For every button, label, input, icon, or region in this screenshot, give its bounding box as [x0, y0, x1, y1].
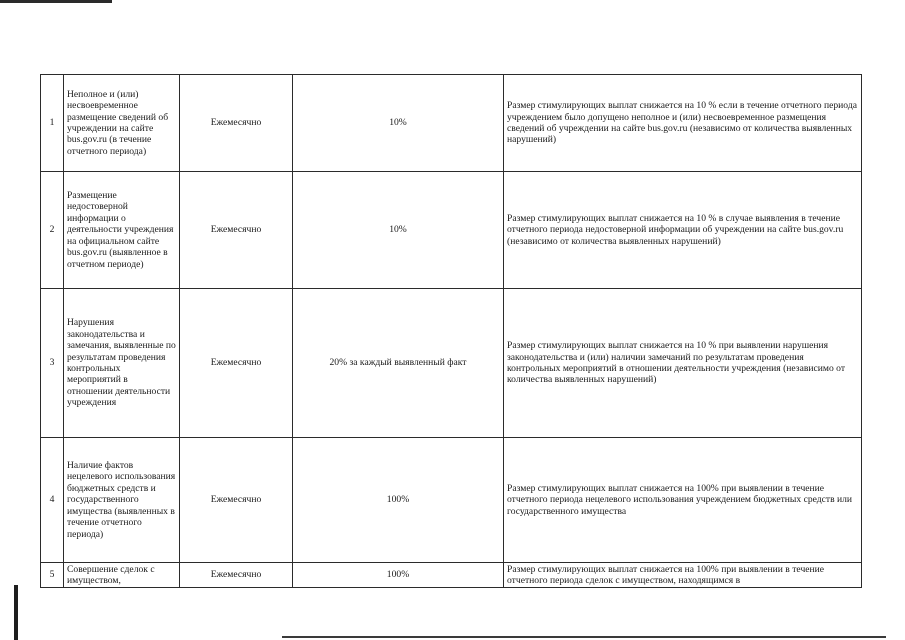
reduction-amount-cell: 100%: [293, 438, 504, 563]
reduction-amount-cell: 10%: [293, 75, 504, 172]
description-text: Размер стимулирующих выплат снижается на 100% при выявлении в течение отчетного периода сделок с имуществом, находящимся в: [507, 564, 825, 586]
criterion-cell: Наличие фактов нецелевого использования бюджетных средств и государственного имущества (выявленных в течение отчетного периода): [64, 438, 180, 563]
row-number: 5: [41, 563, 64, 588]
table-row: [41, 563, 862, 588]
frequency-cell: Ежемесячно: [180, 438, 293, 563]
scan-artifact-bottom: [282, 636, 886, 638]
row-number: 1: [41, 75, 64, 172]
frequency-cell: Ежемесячно: [180, 172, 293, 289]
reduction-amount-cell: 20% за каждый выявленный факт: [293, 289, 504, 438]
description-cell: Размер стимулирующих выплат снижается на 100% при выявлении в течение отчетного периода нецелевого использования учреждением бюджетных средств или государственного имущества: [504, 438, 862, 563]
frequency-cell: Ежемесячно: [180, 289, 293, 438]
table-row: [41, 75, 862, 172]
description-cell: [504, 563, 862, 588]
table-row: [41, 438, 862, 563]
table-row: [41, 289, 862, 438]
penalty-criteria-table: [40, 74, 862, 588]
reduction-amount-cell: 100%: [293, 563, 504, 588]
scan-artifact-top: [0, 0, 112, 3]
row-number: 4: [41, 438, 64, 563]
criterion-cell: [64, 563, 180, 588]
row-number: 2: [41, 172, 64, 289]
table-row: [41, 172, 862, 289]
description-cell: Размер стимулирующих выплат снижается на 10 % при выявлении нарушения законодательства и (или) наличии замечаний по результатам проведения контрольных мероприятий в отношении деятельности учреждения (независимо от количества выявленных нарушений): [504, 289, 862, 438]
row-number: 3: [41, 289, 64, 438]
criterion-cell: Нарушения законодательства и замечания, выявленные по результатам проведения контрольных мероприятий в отношении деятельности учреждения: [64, 289, 180, 438]
criterion-cell: Размещение недостоверной информации о деятельности учреждения на официальном сайте bus.gov.ru (выявленное в отчетном периоде): [64, 172, 180, 289]
description-cell: Размер стимулирующих выплат снижается на 10 % если в течение отчетного периода учреждением было допущено неполное и (или) несвоевременное размещения сведений об учреждении на сайте bus.gov.ru (независимо от количества выявленных нарушений): [504, 75, 862, 172]
scan-artifact-left: [14, 585, 18, 640]
frequency-cell: Ежемесячно: [180, 563, 293, 588]
frequency-cell: Ежемесячно: [180, 75, 293, 172]
criterion-cell: Неполное и (или) несвоевременное размещение сведений об учреждении на сайте bus.gov.ru (в течение отчетного периода): [64, 75, 180, 172]
reduction-amount-cell: 10%: [293, 172, 504, 289]
description-cell: Размер стимулирующих выплат снижается на 10 % в случае выявления в течение отчетного периода недостоверной информации об учреждении на сайте bus.gov.ru (независимо от количества выявленных нарушений): [504, 172, 862, 289]
criterion-text: Совершение сделок с имуществом,: [67, 564, 155, 586]
